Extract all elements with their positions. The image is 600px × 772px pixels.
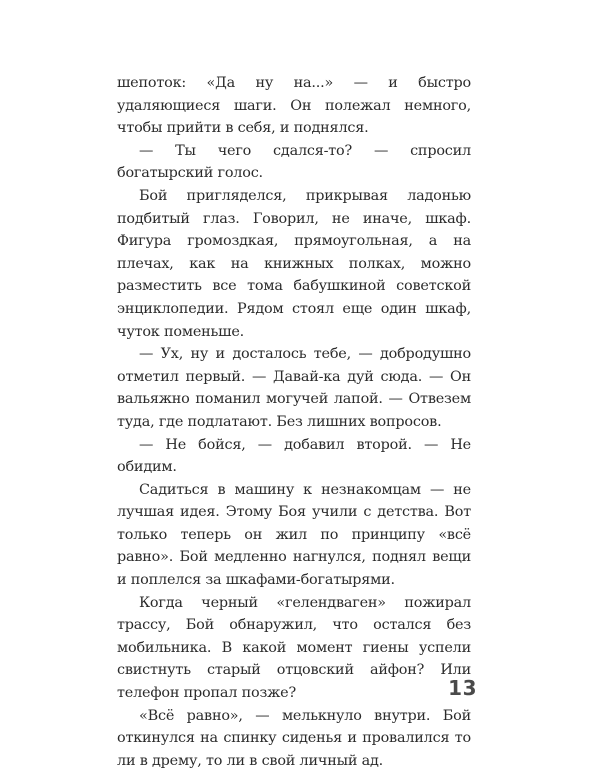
body-text [117, 72, 471, 772]
paragraph-8: «Всё равно», — мелькнуло внутри. Бой откинулся на спинку сиденья и провалился то ли в дрему, то ли в свой личный ад. [117, 707, 471, 769]
paragraph-3: Бой пригляделся, прикрывая ладонью подбитый глаз. Говорил, не иначе, шкаф. Фигура громоздкая, прямоугольная, а на плечах, как на книжных полках, можно разместить все тома бабушкиной советской энциклопедии. Рядом стоял еще один шкаф, чуток поменьше. [117, 187, 471, 340]
paragraph-7: Когда черный «гелендваген» пожирал трассу, Бой обнаружил, что остался без мобильника. В какой момент гиены успели свистнуть старый отцовский айфон? Или телефон пропал позже? [117, 594, 471, 702]
page-number: 13 [448, 676, 477, 700]
paragraph-2: — Ты чего сдался-то? — спросил богатырский голос. [117, 142, 471, 182]
paragraph-4: — Ух, ну и досталось тебе, — добродушно отметил первый. — Давай-ка дуй сюда. — Он вальяжно поманил могучей лапой. — Отвезем туда, где подлатают. Без лишних вопросов. [117, 346, 471, 430]
paragraph-6: Садиться в машину к незнакомцам — не лучшая идея. Этому Боя учили с детства. Вот только теперь он жил по принципу «всё равно». Бой медленно нагнулся, поднял вещи и поплелся за шкафами-богатырями. [117, 481, 471, 589]
paragraph-1: шепоток: «Да ну на...» — и быстро удаляющиеся шаги. Он полежал немного, чтобы прийти в себя, и поднялся. [117, 75, 471, 137]
paragraph-5: — Не бойся, — добавил второй. — Не обидим. [117, 436, 471, 476]
